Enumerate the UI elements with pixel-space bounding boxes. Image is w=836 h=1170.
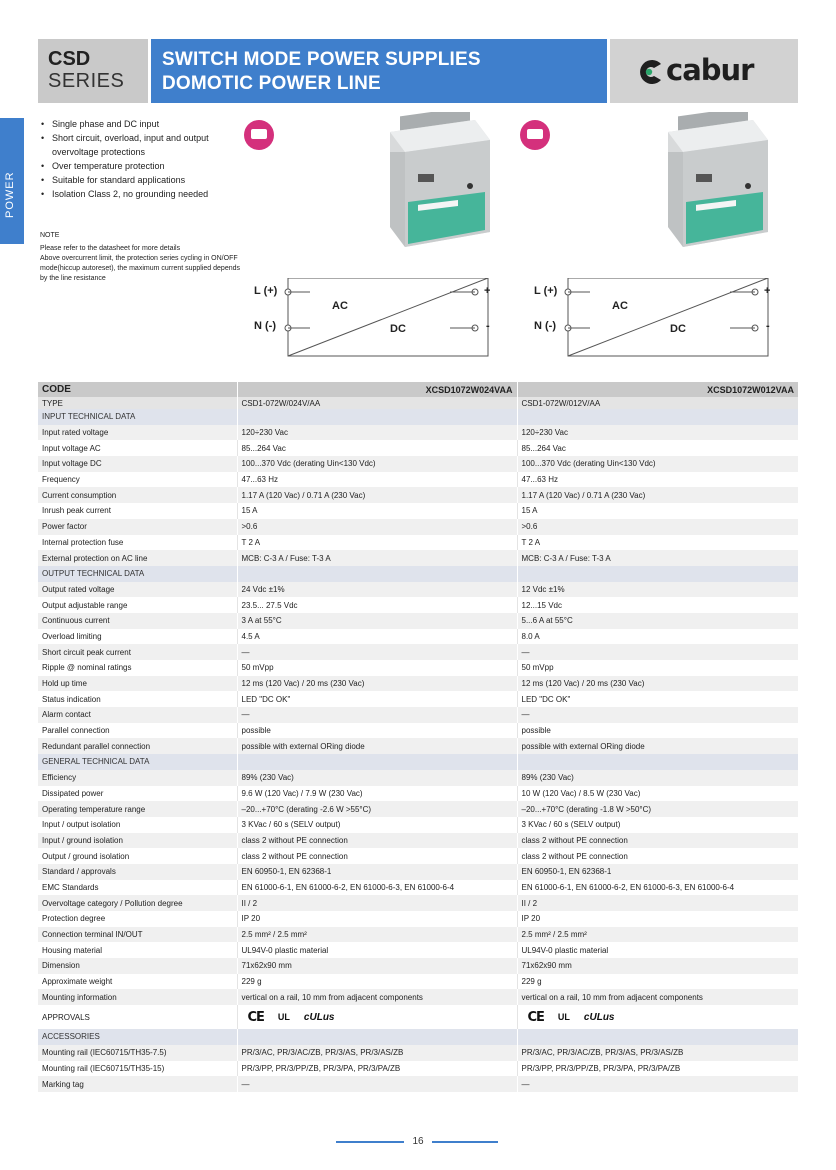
din-rail-badge-icon	[520, 120, 550, 150]
section-cell	[517, 754, 798, 770]
spec-row	[38, 801, 798, 817]
type-row	[38, 397, 798, 409]
spec-value: 2.5 mm² / 2.5 mm²	[517, 927, 798, 943]
spec-value: 85...264 Vac	[517, 440, 798, 456]
note-line: Above overcurrent limit, the protection series cycling in ON/OFF mode(hiccup autoreset), the maximum current supplied depends by the line resistance	[40, 255, 240, 282]
spec-value: 15 A	[517, 503, 798, 519]
section-cell	[517, 566, 798, 582]
note-block	[40, 231, 240, 284]
spec-label: Output rated voltage	[38, 582, 237, 598]
spec-value: class 2 without PE connection	[237, 833, 517, 849]
ce-mark-icon: CE	[527, 1009, 544, 1025]
spec-value: PR/3/PP, PR/3/PP/ZB, PR/3/PA, PR/3/PA/ZB	[517, 1061, 798, 1077]
spec-row	[38, 974, 798, 990]
spec-value: 89% (230 Vac)	[237, 770, 517, 786]
spec-label: Input / output isolation	[38, 817, 237, 833]
spec-row	[38, 440, 798, 456]
ce-mark-icon: CE	[247, 1009, 264, 1025]
spec-label: Parallel connection	[38, 723, 237, 739]
spec-label: Power factor	[38, 519, 237, 535]
spec-value: possible with external ORing diode	[237, 738, 517, 754]
section-label: ACCESSORIES	[38, 1029, 237, 1045]
feature-item: • Isolation Class 2, no grounding needed	[40, 187, 230, 201]
spec-label: External protection on AC line	[38, 550, 237, 566]
spec-value: LED "DC OK"	[237, 691, 517, 707]
spec-value: class 2 without PE connection	[237, 848, 517, 864]
spec-value: 120÷230 Vac	[237, 425, 517, 441]
spec-value: —	[237, 1076, 517, 1092]
spec-row	[38, 738, 798, 754]
spec-row	[38, 425, 798, 441]
spec-value: IP 20	[237, 911, 517, 927]
spec-row	[38, 895, 798, 911]
approval-icons	[242, 1010, 335, 1025]
spec-value: UL94V-0 plastic material	[517, 942, 798, 958]
note-line: Please refer to the datasheet for more details	[40, 245, 181, 252]
spec-row	[38, 942, 798, 958]
section-cell	[237, 754, 517, 770]
plus-label: +	[484, 285, 491, 297]
spec-row	[38, 723, 798, 739]
approval-marks	[237, 1005, 517, 1029]
spec-row	[38, 880, 798, 896]
spec-row	[38, 817, 798, 833]
spec-value: 47...63 Hz	[237, 472, 517, 488]
spec-row	[38, 519, 798, 535]
approvals-row	[38, 1005, 798, 1029]
feature-item: • Short circuit, overload, input and output overvoltage protections	[40, 131, 230, 159]
section-cell	[237, 1029, 517, 1045]
spec-value: EN 61000-6-1, EN 61000-6-2, EN 61000-6-3, EN 61000-6-4	[517, 880, 798, 896]
l-terminal-label: L (+)	[534, 285, 558, 297]
spec-label: Continuous current	[38, 613, 237, 629]
spec-label: Inrush peak current	[38, 503, 237, 519]
spec-label: Input voltage AC	[38, 440, 237, 456]
ul-mark-icon: UL	[277, 1012, 290, 1023]
spec-label: Redundant parallel connection	[38, 738, 237, 754]
spec-label: Ripple @ nominal ratings	[38, 660, 237, 676]
approval-icons	[522, 1010, 615, 1025]
side-tab-label: POWER	[4, 171, 16, 218]
spec-value: 71x62x90 mm	[517, 958, 798, 974]
product-type: CSD1-072W/024V/AA	[237, 397, 517, 409]
spec-row	[38, 911, 798, 927]
spec-value: IP 20	[517, 911, 798, 927]
spec-label: Internal protection fuse	[38, 535, 237, 551]
spec-label: Protection degree	[38, 911, 237, 927]
spec-row	[38, 660, 798, 676]
cabur-logo-icon	[634, 58, 664, 86]
spec-value: PR/3/PP, PR/3/PP/ZB, PR/3/PA, PR/3/PA/ZB	[237, 1061, 517, 1077]
spec-row	[38, 472, 798, 488]
spec-table-body	[38, 382, 798, 1092]
spec-value: 5...6 A at 55°C	[517, 613, 798, 629]
spec-value: –20...+70°C (derating -2.6 W >55°C)	[237, 801, 517, 817]
spec-label: Standard / approvals	[38, 864, 237, 880]
spec-label: Current consumption	[38, 487, 237, 503]
spec-value: 24 Vdc ±1%	[237, 582, 517, 598]
code-label: CODE	[38, 382, 237, 397]
minus-label: -	[766, 320, 770, 332]
series-word: SERIES	[48, 70, 125, 92]
spec-value: 9.6 W (120 Vac) / 7.9 W (230 Vac)	[237, 786, 517, 802]
spec-row	[38, 535, 798, 551]
spec-value: MCB: C-3 A / Fuse: T-3 A	[517, 550, 798, 566]
section-header-row	[38, 754, 798, 770]
spec-value: —	[517, 1076, 798, 1092]
spec-value: 100...370 Vdc (derating Uin<130 Vdc)	[517, 456, 798, 472]
spec-label: Input rated voltage	[38, 425, 237, 441]
spec-value: EN 61000-6-1, EN 61000-6-2, EN 61000-6-3, EN 61000-6-4	[237, 880, 517, 896]
spec-value: 3 A at 55°C	[237, 613, 517, 629]
spec-value: MCB: C-3 A / Fuse: T-3 A	[237, 550, 517, 566]
spec-label: Input / ground isolation	[38, 833, 237, 849]
n-terminal-label: N (-)	[254, 320, 276, 332]
spec-row	[38, 1045, 798, 1061]
product-image	[638, 112, 778, 252]
din-rail-badge-icon	[244, 120, 274, 150]
series-box	[38, 39, 148, 103]
spec-label: Mounting rail (IEC60715/TH35-7.5)	[38, 1045, 237, 1061]
spec-row	[38, 707, 798, 723]
spec-value: 15 A	[237, 503, 517, 519]
spec-value: 50 mVpp	[517, 660, 798, 676]
spec-label: Mounting rail (IEC60715/TH35-15)	[38, 1061, 237, 1077]
spec-value: LED "DC OK"	[517, 691, 798, 707]
approval-marks	[517, 1005, 798, 1029]
l-terminal-label: L (+)	[254, 285, 278, 297]
spec-value: 23.5... 27.5 Vdc	[237, 597, 517, 613]
spec-value: —	[237, 644, 517, 660]
spec-value: T 2 A	[517, 535, 798, 551]
feature-list	[40, 117, 230, 201]
section-label: INPUT TECHNICAL DATA	[38, 409, 237, 425]
section-side-tab	[0, 118, 24, 244]
spec-value: >0.6	[237, 519, 517, 535]
spec-row	[38, 629, 798, 645]
spec-value: 2.5 mm² / 2.5 mm²	[237, 927, 517, 943]
spec-row	[38, 927, 798, 943]
page-title-box	[151, 39, 607, 103]
spec-value: possible with external ORing diode	[517, 738, 798, 754]
spec-row	[38, 503, 798, 519]
spec-label: EMC Standards	[38, 880, 237, 896]
spec-value: —	[517, 707, 798, 723]
spec-row	[38, 770, 798, 786]
spec-label: Hold up time	[38, 676, 237, 692]
spec-value: PR/3/AC, PR/3/AC/ZB, PR/3/AS, PR/3/AS/ZB	[517, 1045, 798, 1061]
spec-row	[38, 848, 798, 864]
plus-label: +	[764, 285, 771, 297]
spec-value: 10 W (120 Vac) / 8.5 W (230 Vac)	[517, 786, 798, 802]
spec-value: 85...264 Vac	[237, 440, 517, 456]
spec-value: 4.5 A	[237, 629, 517, 645]
culus-mark-icon: cULus	[303, 1011, 335, 1023]
spec-value: 47...63 Hz	[517, 472, 798, 488]
spec-label: Connection terminal IN/OUT	[38, 927, 237, 943]
feature-item: • Single phase and DC input	[40, 117, 230, 131]
spec-label: Output adjustable range	[38, 597, 237, 613]
spec-value: 229 g	[517, 974, 798, 990]
spec-value: possible	[237, 723, 517, 739]
spec-label: Frequency	[38, 472, 237, 488]
spec-value: 8.0 A	[517, 629, 798, 645]
ac-dc-block-icon	[250, 278, 510, 358]
spec-value: EN 60950-1, EN 62368-1	[517, 864, 798, 880]
feature-item: • Suitable for standard applications	[40, 173, 230, 187]
spec-table	[38, 382, 798, 1092]
spec-value: II / 2	[237, 895, 517, 911]
spec-value: 229 g	[237, 974, 517, 990]
spec-row	[38, 833, 798, 849]
product-type: CSD1-072W/012V/AA	[517, 397, 798, 409]
ac-dc-diagram	[530, 278, 790, 358]
spec-label: Operating temperature range	[38, 801, 237, 817]
spec-row	[38, 1061, 798, 1077]
spec-row	[38, 786, 798, 802]
spec-value: 12 ms (120 Vac) / 20 ms (230 Vac)	[517, 676, 798, 692]
section-cell	[517, 409, 798, 425]
spec-label: Dissipated power	[38, 786, 237, 802]
spec-value: class 2 without PE connection	[517, 848, 798, 864]
spec-label: Input voltage DC	[38, 456, 237, 472]
product-code: XCSD1072W024VAA	[237, 382, 517, 397]
code-row	[38, 382, 798, 397]
section-header-row	[38, 409, 798, 425]
spec-row	[38, 644, 798, 660]
ac-dc-block-icon	[530, 278, 790, 358]
spec-row	[38, 456, 798, 472]
spec-label: Overvoltage category / Pollution degree	[38, 895, 237, 911]
spec-value: 3 KVac / 60 s (SELV output)	[517, 817, 798, 833]
section-cell	[237, 566, 517, 582]
ac-dc-diagram	[250, 278, 510, 358]
minus-label: -	[486, 320, 490, 332]
ac-label: AC	[612, 300, 628, 312]
spec-label: Status indication	[38, 691, 237, 707]
series-code: CSD	[48, 48, 91, 70]
spec-row	[38, 864, 798, 880]
spec-label: Output / ground isolation	[38, 848, 237, 864]
note-heading: NOTE	[40, 232, 60, 239]
spec-value: 3 KVac / 60 s (SELV output)	[237, 817, 517, 833]
spec-row	[38, 691, 798, 707]
page-title-line1: SWITCH MODE POWER SUPPLIES	[162, 49, 481, 70]
culus-mark-icon: cULus	[583, 1011, 615, 1023]
spec-value: possible	[517, 723, 798, 739]
section-header-row	[38, 1029, 798, 1045]
spec-label: Marking tag	[38, 1076, 237, 1092]
section-label: GENERAL TECHNICAL DATA	[38, 754, 237, 770]
ul-mark-icon: UL	[557, 1012, 570, 1023]
spec-value: 1.17 A (120 Vac) / 0.71 A (230 Vac)	[237, 487, 517, 503]
feature-item: • Over temperature protection	[40, 159, 230, 173]
spec-value: >0.6	[517, 519, 798, 535]
spec-value: —	[517, 644, 798, 660]
dc-label: DC	[670, 323, 686, 335]
spec-value: vertical on a rail, 10 mm from adjacent components	[237, 989, 517, 1005]
section-cell	[237, 409, 517, 425]
section-cell	[517, 1029, 798, 1045]
spec-value: class 2 without PE connection	[517, 833, 798, 849]
spec-label: Dimension	[38, 958, 237, 974]
section-label: OUTPUT TECHNICAL DATA	[38, 566, 237, 582]
brand-logo-box	[610, 39, 798, 103]
brand-logo-text: cabur	[666, 53, 754, 87]
product-image	[360, 112, 500, 252]
ac-label: AC	[332, 300, 348, 312]
spec-label: Mounting information	[38, 989, 237, 1005]
footer-rule-right	[432, 1141, 498, 1143]
spec-value: 12...15 Vdc	[517, 597, 798, 613]
spec-row	[38, 613, 798, 629]
spec-value: UL94V-0 plastic material	[237, 942, 517, 958]
spec-row	[38, 582, 798, 598]
spec-row	[38, 487, 798, 503]
spec-row	[38, 597, 798, 613]
spec-value: vertical on a rail, 10 mm from adjacent components	[517, 989, 798, 1005]
spec-value: EN 60950-1, EN 62368-1	[237, 864, 517, 880]
spec-label: Approximate weight	[38, 974, 237, 990]
product-code: XCSD1072W012VAA	[517, 382, 798, 397]
spec-value: 12 Vdc ±1%	[517, 582, 798, 598]
spec-label: APPROVALS	[38, 1005, 237, 1029]
footer-rule-left	[336, 1141, 404, 1143]
spec-label: Housing material	[38, 942, 237, 958]
spec-row	[38, 676, 798, 692]
n-terminal-label: N (-)	[534, 320, 556, 332]
spec-value: 50 mVpp	[237, 660, 517, 676]
spec-label: Short circuit peak current	[38, 644, 237, 660]
spec-value: 100...370 Vdc (derating Uin<130 Vdc)	[237, 456, 517, 472]
spec-row	[38, 1076, 798, 1092]
spec-value: –20...+70°C (derating -1.8 W >50°C)	[517, 801, 798, 817]
spec-value: T 2 A	[237, 535, 517, 551]
spec-label: Overload limiting	[38, 629, 237, 645]
page-title-line2: DOMOTIC POWER LINE	[162, 73, 381, 94]
spec-row	[38, 958, 798, 974]
spec-value: PR/3/AC, PR/3/AC/ZB, PR/3/AS, PR/3/AS/ZB	[237, 1045, 517, 1061]
spec-value: 89% (230 Vac)	[517, 770, 798, 786]
spec-value: —	[237, 707, 517, 723]
spec-row	[38, 989, 798, 1005]
spec-value: 120÷230 Vac	[517, 425, 798, 441]
spec-value: 12 ms (120 Vac) / 20 ms (230 Vac)	[237, 676, 517, 692]
type-label: TYPE	[38, 397, 237, 409]
spec-value: 71x62x90 mm	[237, 958, 517, 974]
section-header-row	[38, 566, 798, 582]
page-number: 16	[412, 1136, 424, 1147]
spec-label: Efficiency	[38, 770, 237, 786]
spec-row	[38, 550, 798, 566]
dc-label: DC	[390, 323, 406, 335]
spec-value: 1.17 A (120 Vac) / 0.71 A (230 Vac)	[517, 487, 798, 503]
spec-value: II / 2	[517, 895, 798, 911]
spec-label: Alarm contact	[38, 707, 237, 723]
